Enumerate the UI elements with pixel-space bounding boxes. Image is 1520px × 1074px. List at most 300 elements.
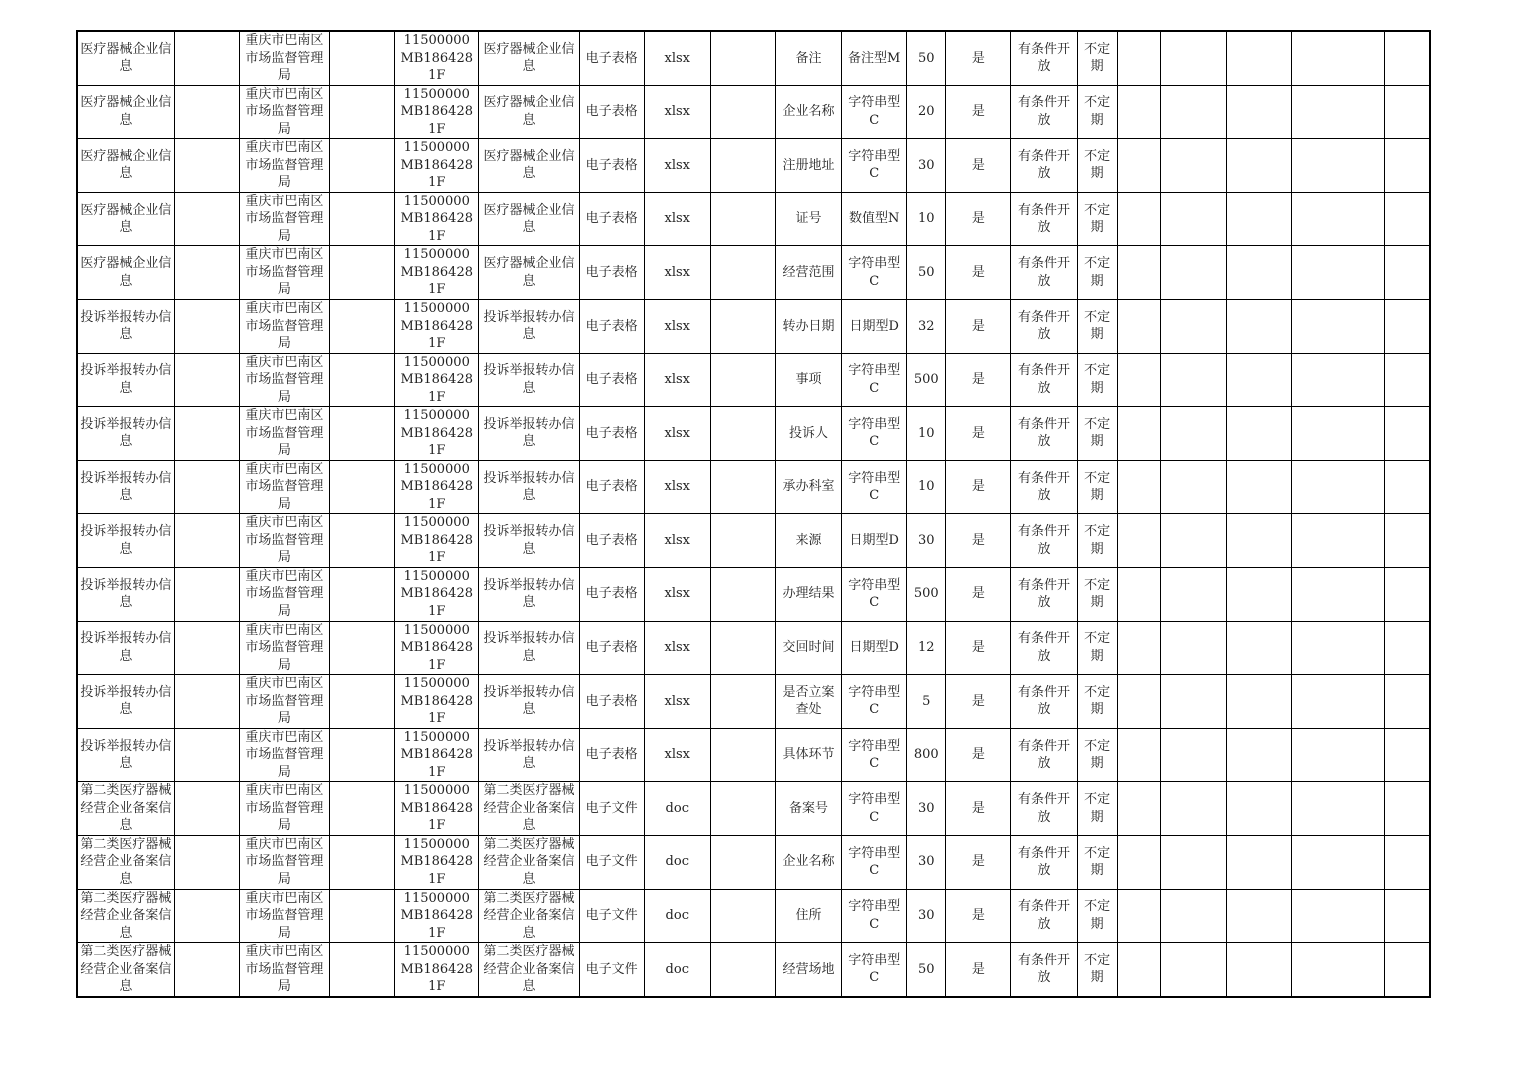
dataset-name-cell: 第二类医疗器械经营企业备案信息 xyxy=(77,943,174,997)
credit-code-cell: 11500000MB1864281F xyxy=(395,139,479,193)
dataset-name-cell: 投诉举报转办信息 xyxy=(77,728,174,782)
blank-cell-s xyxy=(1292,31,1385,85)
resource-name-cell: 投诉举报转办信息 xyxy=(479,353,579,407)
blank-cell-q xyxy=(1160,943,1226,997)
blank-cell-q xyxy=(1160,460,1226,514)
format-cell: xlsx xyxy=(644,621,710,675)
credit-code-cell: 11500000MB1864281F xyxy=(395,299,479,353)
blank-cell-d xyxy=(330,353,395,407)
update-cycle-cell: 不定期 xyxy=(1077,782,1117,836)
field-length-cell: 50 xyxy=(907,943,946,997)
blank-cell-b xyxy=(174,567,239,621)
open-type-cell: 有条件开放 xyxy=(1011,246,1077,300)
field-type-cell: 字符串型C xyxy=(842,835,907,889)
update-cycle-cell: 不定期 xyxy=(1077,139,1117,193)
field-name-cell: 交回时间 xyxy=(775,621,841,675)
field-length-cell: 30 xyxy=(907,889,946,943)
blank-cell-s xyxy=(1292,728,1385,782)
open-type-cell: 有条件开放 xyxy=(1011,31,1077,85)
blank-cell-i xyxy=(710,889,775,943)
update-cycle-cell: 不定期 xyxy=(1077,299,1117,353)
field-name-cell: 转办日期 xyxy=(775,299,841,353)
open-type-cell: 有条件开放 xyxy=(1011,192,1077,246)
blank-cell-d xyxy=(330,246,395,300)
resource-name-cell: 投诉举报转办信息 xyxy=(479,675,579,729)
blank-cell-d xyxy=(330,192,395,246)
blank-cell-t xyxy=(1385,299,1430,353)
blank-cell-p xyxy=(1117,943,1160,997)
blank-cell-p xyxy=(1117,835,1160,889)
dataset-name-cell: 投诉举报转办信息 xyxy=(77,299,174,353)
format-cell: xlsx xyxy=(644,407,710,461)
field-length-cell: 500 xyxy=(907,353,946,407)
credit-code-cell: 11500000MB1864281F xyxy=(395,246,479,300)
blank-cell-s xyxy=(1292,567,1385,621)
field-length-cell: 30 xyxy=(907,782,946,836)
blank-cell-p xyxy=(1117,31,1160,85)
table-row xyxy=(77,192,1430,246)
dataset-name-cell: 医疗器械企业信息 xyxy=(77,139,174,193)
blank-cell-t xyxy=(1385,353,1430,407)
carrier-type-cell: 电子表格 xyxy=(579,31,644,85)
credit-code-cell: 11500000MB1864281F xyxy=(395,192,479,246)
blank-cell-q xyxy=(1160,889,1226,943)
table-row xyxy=(77,460,1430,514)
table-body xyxy=(77,31,1430,997)
blank-cell-p xyxy=(1117,139,1160,193)
table-row xyxy=(77,675,1430,729)
field-name-cell: 注册地址 xyxy=(775,139,841,193)
open-type-cell: 有条件开放 xyxy=(1011,460,1077,514)
resource-name-cell: 投诉举报转办信息 xyxy=(479,460,579,514)
resource-name-cell: 第二类医疗器械经营企业备案信息 xyxy=(479,835,579,889)
blank-cell-d xyxy=(330,514,395,568)
blank-cell-i xyxy=(710,139,775,193)
format-cell: xlsx xyxy=(644,567,710,621)
blank-cell-q xyxy=(1160,835,1226,889)
field-length-cell: 10 xyxy=(907,407,946,461)
dataset-name-cell: 投诉举报转办信息 xyxy=(77,407,174,461)
blank-cell-i xyxy=(710,407,775,461)
blank-cell-i xyxy=(710,246,775,300)
table-row xyxy=(77,782,1430,836)
carrier-type-cell: 电子表格 xyxy=(579,246,644,300)
credit-code-cell: 11500000MB1864281F xyxy=(395,835,479,889)
blank-cell-s xyxy=(1292,460,1385,514)
blank-cell-t xyxy=(1385,728,1430,782)
department-cell: 重庆市巴南区市场监督管理局 xyxy=(239,782,329,836)
dataset-name-cell: 投诉举报转办信息 xyxy=(77,621,174,675)
blank-cell-i xyxy=(710,460,775,514)
blank-cell-i xyxy=(710,192,775,246)
resource-name-cell: 投诉举报转办信息 xyxy=(479,621,579,675)
field-length-cell: 30 xyxy=(907,514,946,568)
blank-cell-i xyxy=(710,675,775,729)
carrier-type-cell: 电子表格 xyxy=(579,299,644,353)
blank-cell-r xyxy=(1226,567,1291,621)
format-cell: doc xyxy=(644,943,710,997)
required-cell: 是 xyxy=(946,246,1011,300)
field-length-cell: 30 xyxy=(907,835,946,889)
blank-cell-b xyxy=(174,407,239,461)
field-name-cell: 备注 xyxy=(775,31,841,85)
open-type-cell: 有条件开放 xyxy=(1011,835,1077,889)
format-cell: xlsx xyxy=(644,728,710,782)
credit-code-cell: 11500000MB1864281F xyxy=(395,728,479,782)
blank-cell-r xyxy=(1226,943,1291,997)
blank-cell-i xyxy=(710,353,775,407)
update-cycle-cell: 不定期 xyxy=(1077,567,1117,621)
blank-cell-d xyxy=(330,889,395,943)
carrier-type-cell: 电子表格 xyxy=(579,675,644,729)
format-cell: xlsx xyxy=(644,192,710,246)
table-row xyxy=(77,407,1430,461)
blank-cell-r xyxy=(1226,889,1291,943)
update-cycle-cell: 不定期 xyxy=(1077,31,1117,85)
blank-cell-s xyxy=(1292,407,1385,461)
dataset-name-cell: 投诉举报转办信息 xyxy=(77,567,174,621)
field-name-cell: 来源 xyxy=(775,514,841,568)
field-length-cell: 5 xyxy=(907,675,946,729)
open-type-cell: 有条件开放 xyxy=(1011,353,1077,407)
blank-cell-t xyxy=(1385,460,1430,514)
carrier-type-cell: 电子表格 xyxy=(579,139,644,193)
department-cell: 重庆市巴南区市场监督管理局 xyxy=(239,31,329,85)
carrier-type-cell: 电子表格 xyxy=(579,728,644,782)
field-type-cell: 字符串型C xyxy=(842,353,907,407)
update-cycle-cell: 不定期 xyxy=(1077,514,1117,568)
blank-cell-s xyxy=(1292,353,1385,407)
blank-cell-s xyxy=(1292,139,1385,193)
dataset-name-cell: 投诉举报转办信息 xyxy=(77,353,174,407)
open-type-cell: 有条件开放 xyxy=(1011,782,1077,836)
update-cycle-cell: 不定期 xyxy=(1077,85,1117,139)
blank-cell-b xyxy=(174,835,239,889)
blank-cell-r xyxy=(1226,407,1291,461)
department-cell: 重庆市巴南区市场监督管理局 xyxy=(239,460,329,514)
blank-cell-p xyxy=(1117,407,1160,461)
field-type-cell: 日期型D xyxy=(842,621,907,675)
field-length-cell: 50 xyxy=(907,246,946,300)
blank-cell-s xyxy=(1292,85,1385,139)
blank-cell-q xyxy=(1160,567,1226,621)
blank-cell-t xyxy=(1385,621,1430,675)
blank-cell-p xyxy=(1117,889,1160,943)
blank-cell-i xyxy=(710,567,775,621)
field-length-cell: 32 xyxy=(907,299,946,353)
format-cell: xlsx xyxy=(644,85,710,139)
carrier-type-cell: 电子表格 xyxy=(579,567,644,621)
field-name-cell: 企业名称 xyxy=(775,85,841,139)
field-length-cell: 10 xyxy=(907,192,946,246)
update-cycle-cell: 不定期 xyxy=(1077,675,1117,729)
field-name-cell: 具体环节 xyxy=(775,728,841,782)
required-cell: 是 xyxy=(946,139,1011,193)
blank-cell-q xyxy=(1160,246,1226,300)
resource-name-cell: 投诉举报转办信息 xyxy=(479,728,579,782)
field-type-cell: 日期型D xyxy=(842,514,907,568)
blank-cell-i xyxy=(710,728,775,782)
department-cell: 重庆市巴南区市场监督管理局 xyxy=(239,835,329,889)
blank-cell-d xyxy=(330,728,395,782)
blank-cell-q xyxy=(1160,85,1226,139)
blank-cell-r xyxy=(1226,353,1291,407)
dataset-name-cell: 医疗器械企业信息 xyxy=(77,192,174,246)
blank-cell-i xyxy=(710,943,775,997)
blank-cell-t xyxy=(1385,782,1430,836)
field-type-cell: 字符串型C xyxy=(842,889,907,943)
blank-cell-t xyxy=(1385,85,1430,139)
carrier-type-cell: 电子表格 xyxy=(579,353,644,407)
blank-cell-i xyxy=(710,31,775,85)
blank-cell-s xyxy=(1292,943,1385,997)
field-name-cell: 事项 xyxy=(775,353,841,407)
table-row xyxy=(77,31,1430,85)
resource-name-cell: 第二类医疗器械经营企业备案信息 xyxy=(479,943,579,997)
field-name-cell: 企业名称 xyxy=(775,835,841,889)
blank-cell-d xyxy=(330,460,395,514)
blank-cell-q xyxy=(1160,139,1226,193)
dataset-name-cell: 医疗器械企业信息 xyxy=(77,246,174,300)
blank-cell-q xyxy=(1160,728,1226,782)
dataset-name-cell: 投诉举报转办信息 xyxy=(77,675,174,729)
update-cycle-cell: 不定期 xyxy=(1077,246,1117,300)
update-cycle-cell: 不定期 xyxy=(1077,889,1117,943)
blank-cell-d xyxy=(330,782,395,836)
blank-cell-r xyxy=(1226,675,1291,729)
department-cell: 重庆市巴南区市场监督管理局 xyxy=(239,299,329,353)
carrier-type-cell: 电子表格 xyxy=(579,460,644,514)
field-type-cell: 字符串型C xyxy=(842,407,907,461)
blank-cell-i xyxy=(710,85,775,139)
field-type-cell: 字符串型C xyxy=(842,675,907,729)
blank-cell-s xyxy=(1292,835,1385,889)
dataset-name-cell: 投诉举报转办信息 xyxy=(77,514,174,568)
table-row xyxy=(77,621,1430,675)
update-cycle-cell: 不定期 xyxy=(1077,728,1117,782)
format-cell: xlsx xyxy=(644,353,710,407)
blank-cell-i xyxy=(710,514,775,568)
field-name-cell: 是否立案查处 xyxy=(775,675,841,729)
carrier-type-cell: 电子表格 xyxy=(579,407,644,461)
blank-cell-b xyxy=(174,675,239,729)
open-type-cell: 有条件开放 xyxy=(1011,943,1077,997)
field-length-cell: 500 xyxy=(907,567,946,621)
credit-code-cell: 11500000MB1864281F xyxy=(395,889,479,943)
open-type-cell: 有条件开放 xyxy=(1011,567,1077,621)
blank-cell-r xyxy=(1226,139,1291,193)
table-row xyxy=(77,353,1430,407)
blank-cell-p xyxy=(1117,675,1160,729)
field-name-cell: 投诉人 xyxy=(775,407,841,461)
blank-cell-b xyxy=(174,353,239,407)
blank-cell-r xyxy=(1226,514,1291,568)
resource-name-cell: 医疗器械企业信息 xyxy=(479,192,579,246)
blank-cell-q xyxy=(1160,353,1226,407)
blank-cell-p xyxy=(1117,299,1160,353)
blank-cell-p xyxy=(1117,728,1160,782)
blank-cell-r xyxy=(1226,85,1291,139)
blank-cell-d xyxy=(330,621,395,675)
table-row xyxy=(77,943,1430,997)
format-cell: xlsx xyxy=(644,299,710,353)
table-row xyxy=(77,567,1430,621)
open-type-cell: 有条件开放 xyxy=(1011,728,1077,782)
resource-name-cell: 医疗器械企业信息 xyxy=(479,31,579,85)
required-cell: 是 xyxy=(946,728,1011,782)
format-cell: xlsx xyxy=(644,246,710,300)
resource-name-cell: 第二类医疗器械经营企业备案信息 xyxy=(479,782,579,836)
carrier-type-cell: 电子文件 xyxy=(579,943,644,997)
blank-cell-d xyxy=(330,407,395,461)
update-cycle-cell: 不定期 xyxy=(1077,835,1117,889)
blank-cell-t xyxy=(1385,889,1430,943)
required-cell: 是 xyxy=(946,567,1011,621)
blank-cell-r xyxy=(1226,31,1291,85)
blank-cell-p xyxy=(1117,514,1160,568)
blank-cell-b xyxy=(174,460,239,514)
blank-cell-q xyxy=(1160,514,1226,568)
field-type-cell: 字符串型C xyxy=(842,782,907,836)
required-cell: 是 xyxy=(946,31,1011,85)
field-name-cell: 经营场地 xyxy=(775,943,841,997)
blank-cell-i xyxy=(710,782,775,836)
blank-cell-s xyxy=(1292,782,1385,836)
blank-cell-b xyxy=(174,943,239,997)
field-length-cell: 800 xyxy=(907,728,946,782)
resource-name-cell: 投诉举报转办信息 xyxy=(479,407,579,461)
field-type-cell: 字符串型C xyxy=(842,728,907,782)
open-type-cell: 有条件开放 xyxy=(1011,889,1077,943)
blank-cell-s xyxy=(1292,675,1385,729)
blank-cell-b xyxy=(174,889,239,943)
field-name-cell: 住所 xyxy=(775,889,841,943)
format-cell: xlsx xyxy=(644,31,710,85)
dataset-name-cell: 第二类医疗器械经营企业备案信息 xyxy=(77,889,174,943)
format-cell: doc xyxy=(644,835,710,889)
department-cell: 重庆市巴南区市场监督管理局 xyxy=(239,139,329,193)
resource-name-cell: 医疗器械企业信息 xyxy=(479,139,579,193)
data-table xyxy=(76,30,1431,998)
blank-cell-p xyxy=(1117,782,1160,836)
credit-code-cell: 11500000MB1864281F xyxy=(395,782,479,836)
blank-cell-r xyxy=(1226,460,1291,514)
department-cell: 重庆市巴南区市场监督管理局 xyxy=(239,621,329,675)
blank-cell-d xyxy=(330,567,395,621)
blank-cell-d xyxy=(330,835,395,889)
blank-cell-d xyxy=(330,31,395,85)
format-cell: xlsx xyxy=(644,675,710,729)
dataset-name-cell: 第二类医疗器械经营企业备案信息 xyxy=(77,835,174,889)
blank-cell-r xyxy=(1226,782,1291,836)
carrier-type-cell: 电子表格 xyxy=(579,85,644,139)
carrier-type-cell: 电子表格 xyxy=(579,192,644,246)
update-cycle-cell: 不定期 xyxy=(1077,460,1117,514)
blank-cell-q xyxy=(1160,621,1226,675)
format-cell: doc xyxy=(644,889,710,943)
blank-cell-d xyxy=(330,299,395,353)
blank-cell-r xyxy=(1226,621,1291,675)
open-type-cell: 有条件开放 xyxy=(1011,85,1077,139)
credit-code-cell: 11500000MB1864281F xyxy=(395,407,479,461)
blank-cell-p xyxy=(1117,621,1160,675)
format-cell: xlsx xyxy=(644,460,710,514)
field-length-cell: 30 xyxy=(907,139,946,193)
blank-cell-s xyxy=(1292,299,1385,353)
blank-cell-b xyxy=(174,192,239,246)
field-length-cell: 50 xyxy=(907,31,946,85)
blank-cell-q xyxy=(1160,192,1226,246)
blank-cell-b xyxy=(174,139,239,193)
blank-cell-b xyxy=(174,299,239,353)
update-cycle-cell: 不定期 xyxy=(1077,192,1117,246)
blank-cell-t xyxy=(1385,407,1430,461)
blank-cell-t xyxy=(1385,31,1430,85)
blank-cell-b xyxy=(174,728,239,782)
required-cell: 是 xyxy=(946,514,1011,568)
blank-cell-p xyxy=(1117,353,1160,407)
dataset-name-cell: 医疗器械企业信息 xyxy=(77,31,174,85)
department-cell: 重庆市巴南区市场监督管理局 xyxy=(239,85,329,139)
required-cell: 是 xyxy=(946,407,1011,461)
blank-cell-r xyxy=(1226,192,1291,246)
blank-cell-d xyxy=(330,85,395,139)
field-type-cell: 字符串型C xyxy=(842,246,907,300)
field-type-cell: 字符串型C xyxy=(842,139,907,193)
blank-cell-q xyxy=(1160,299,1226,353)
blank-cell-t xyxy=(1385,675,1430,729)
department-cell: 重庆市巴南区市场监督管理局 xyxy=(239,943,329,997)
blank-cell-p xyxy=(1117,246,1160,300)
field-name-cell: 经营范围 xyxy=(775,246,841,300)
field-type-cell: 字符串型C xyxy=(842,567,907,621)
department-cell: 重庆市巴南区市场监督管理局 xyxy=(239,728,329,782)
carrier-type-cell: 电子文件 xyxy=(579,889,644,943)
table-row xyxy=(77,299,1430,353)
field-type-cell: 备注型M xyxy=(842,31,907,85)
blank-cell-p xyxy=(1117,85,1160,139)
blank-cell-i xyxy=(710,299,775,353)
carrier-type-cell: 电子文件 xyxy=(579,782,644,836)
blank-cell-t xyxy=(1385,514,1430,568)
credit-code-cell: 11500000MB1864281F xyxy=(395,514,479,568)
department-cell: 重庆市巴南区市场监督管理局 xyxy=(239,246,329,300)
update-cycle-cell: 不定期 xyxy=(1077,621,1117,675)
open-type-cell: 有条件开放 xyxy=(1011,139,1077,193)
blank-cell-t xyxy=(1385,835,1430,889)
department-cell: 重庆市巴南区市场监督管理局 xyxy=(239,192,329,246)
required-cell: 是 xyxy=(946,85,1011,139)
table-row xyxy=(77,889,1430,943)
required-cell: 是 xyxy=(946,943,1011,997)
blank-cell-s xyxy=(1292,621,1385,675)
department-cell: 重庆市巴南区市场监督管理局 xyxy=(239,514,329,568)
credit-code-cell: 11500000MB1864281F xyxy=(395,353,479,407)
blank-cell-s xyxy=(1292,192,1385,246)
resource-name-cell: 第二类医疗器械经营企业备案信息 xyxy=(479,889,579,943)
credit-code-cell: 11500000MB1864281F xyxy=(395,621,479,675)
resource-name-cell: 投诉举报转办信息 xyxy=(479,567,579,621)
blank-cell-p xyxy=(1117,567,1160,621)
field-type-cell: 数值型N xyxy=(842,192,907,246)
blank-cell-b xyxy=(174,31,239,85)
department-cell: 重庆市巴南区市场监督管理局 xyxy=(239,889,329,943)
format-cell: xlsx xyxy=(644,139,710,193)
department-cell: 重庆市巴南区市场监督管理局 xyxy=(239,567,329,621)
table-row xyxy=(77,514,1430,568)
blank-cell-r xyxy=(1226,728,1291,782)
credit-code-cell: 11500000MB1864281F xyxy=(395,31,479,85)
